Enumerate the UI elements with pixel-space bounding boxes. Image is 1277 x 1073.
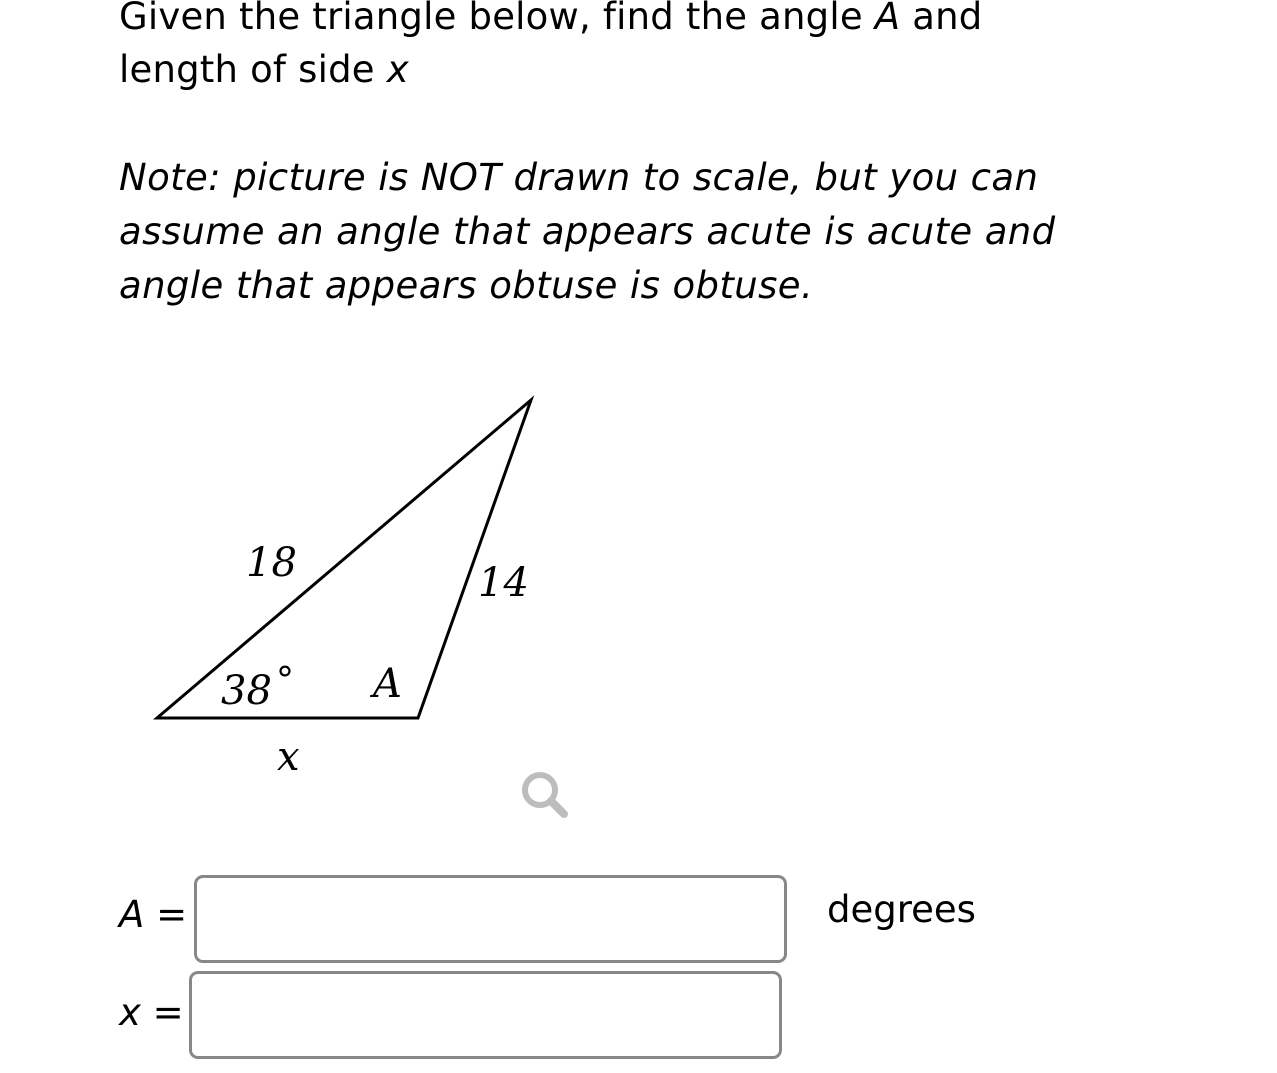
question-text: and bbox=[900, 0, 983, 38]
question-variable-a: A bbox=[874, 0, 901, 38]
angle-known-label: 38 bbox=[221, 668, 272, 714]
question-line-2 bbox=[119, 43, 409, 97]
magnifier-icon bbox=[518, 768, 570, 820]
note-line: assume an angle that appears acute is acute and bbox=[119, 210, 1056, 253]
note-paragraph bbox=[119, 151, 1119, 313]
note-line: Note: picture is NOT drawn to scale, but you can bbox=[119, 156, 1039, 199]
question-text: length of side bbox=[119, 48, 387, 91]
answer-x-label bbox=[119, 991, 184, 1034]
answer-x-variable: x bbox=[119, 991, 141, 1034]
question-line-1 bbox=[119, 0, 982, 44]
side-top-label: 18 bbox=[246, 540, 297, 586]
question-text: Given the triangle below, find the angle bbox=[119, 0, 875, 38]
side-right-label: 14 bbox=[478, 560, 529, 606]
answer-a-input[interactable] bbox=[194, 875, 787, 963]
degree-symbol: ° bbox=[276, 660, 294, 701]
answer-a-variable: A bbox=[119, 893, 145, 936]
equals-sign: = bbox=[140, 991, 184, 1034]
equals-sign: = bbox=[144, 893, 188, 936]
answer-a-label bbox=[119, 893, 187, 936]
angle-unknown-label: A bbox=[373, 661, 402, 707]
question-variable-x: x bbox=[386, 48, 409, 91]
triangle-shape bbox=[157, 400, 531, 718]
zoom-button[interactable] bbox=[518, 768, 570, 820]
side-bottom-label: x bbox=[277, 734, 300, 780]
answer-x-input[interactable] bbox=[189, 971, 782, 1059]
note-line: angle that appears obtuse is obtuse. bbox=[119, 264, 814, 307]
answer-a-unit: degrees bbox=[827, 888, 976, 931]
